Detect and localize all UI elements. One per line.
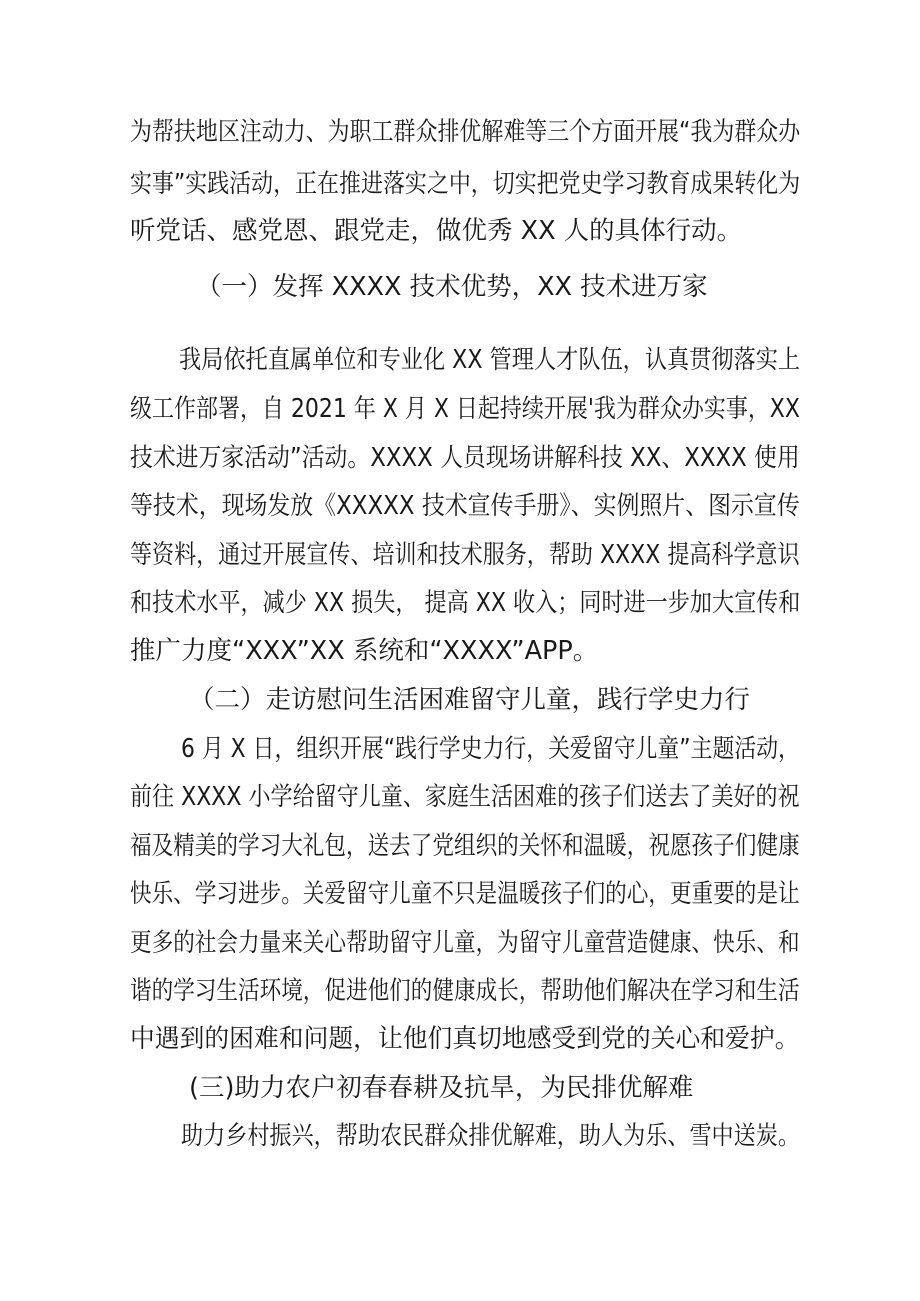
paragraph-2-line-7: 推广力度“XXX”XX 系统和“XXXX”APP。 (130, 636, 599, 666)
paragraph-1-line-1: 为帮扶地区注动力、为职工群众排优解难等三个方面开展“我为群众办 (130, 117, 801, 147)
paragraph-2-line-6: 和技术水平，减少 XX 损失， 提高 XX 收入；同时进一步加大宣传和 (130, 588, 801, 618)
paragraph-1-line-3: 听党话、感党恩、跟党走，做优秀 XX 人的具体行动。 (130, 216, 743, 246)
paragraph-4-line-1: 助力乡村振兴，帮助农民群众排优解难，助人为乐、雪中送炭。 (181, 1121, 800, 1151)
paragraph-3-line-5: 更多的社会力量来关心帮助留守儿童，为留守儿童营造健康、快乐、和 (130, 928, 800, 958)
paragraph-2-line-3: 技术进万家活动”活动。XXXX 人员现场讲解科技 XX、XXXX 使用 (130, 443, 800, 473)
paragraph-2-line-1: 我局依托直属单位和专业化 XX 管理人才队伍，认真贯彻落实上 (179, 345, 801, 375)
paragraph-2-line-5: 等资料，通过开展宣传、培训和技术服务，帮助 XXXX 提高科学意识 (130, 540, 800, 570)
paragraph-3-line-7: 中遇到的困难和问题，让他们真切地感受到党的关心和爱护。 (130, 1024, 800, 1054)
paragraph-3-line-3: 福及精美的学习大礼包，送去了党组织的关怀和温暖，祝愿孩子们健康 (130, 831, 800, 861)
paragraph-1-line-2: 实事”实践活动，正在推进落实之中，切实把党史学习教育成果转化为 (130, 169, 801, 199)
paragraph-3-line-4: 快乐、学习进步。关爱留守儿童不只是温暖孩子们的心，更重要的是让 (130, 879, 800, 909)
section-heading-2: （二）走访慰问生活困难留守儿童，践行学史力行 (189, 685, 751, 715)
paragraph-2-line-4: 等技术，现场发放《XXXXX 技术宣传手册》、实例照片、图示宣传 (130, 491, 800, 521)
paragraph-3-line-1: 6 月 X 日，组织开展“践行学史力行，关爱留守儿童”主题活动， (181, 734, 800, 764)
paragraph-2-line-2: 级工作部署，自 2021 年 X 月 X 日起持续开展'我为群众办实事，XX (130, 394, 800, 424)
section-heading-3: (三)助力农户初春春耕及抗旱，为民排优解难 (189, 1073, 694, 1103)
paragraph-3-line-2: 前往 XXXX 小学给留守儿童、家庭生活困难的孩子们送去了美好的祝 (130, 782, 800, 812)
paragraph-3-line-6: 谐的学习生活环境，促进他们的健康成长，帮助他们解决在学习和生活 (130, 976, 800, 1006)
section-heading-1: （一）发挥 XXXX 技术优势，XX 技术进万家 (196, 272, 708, 302)
